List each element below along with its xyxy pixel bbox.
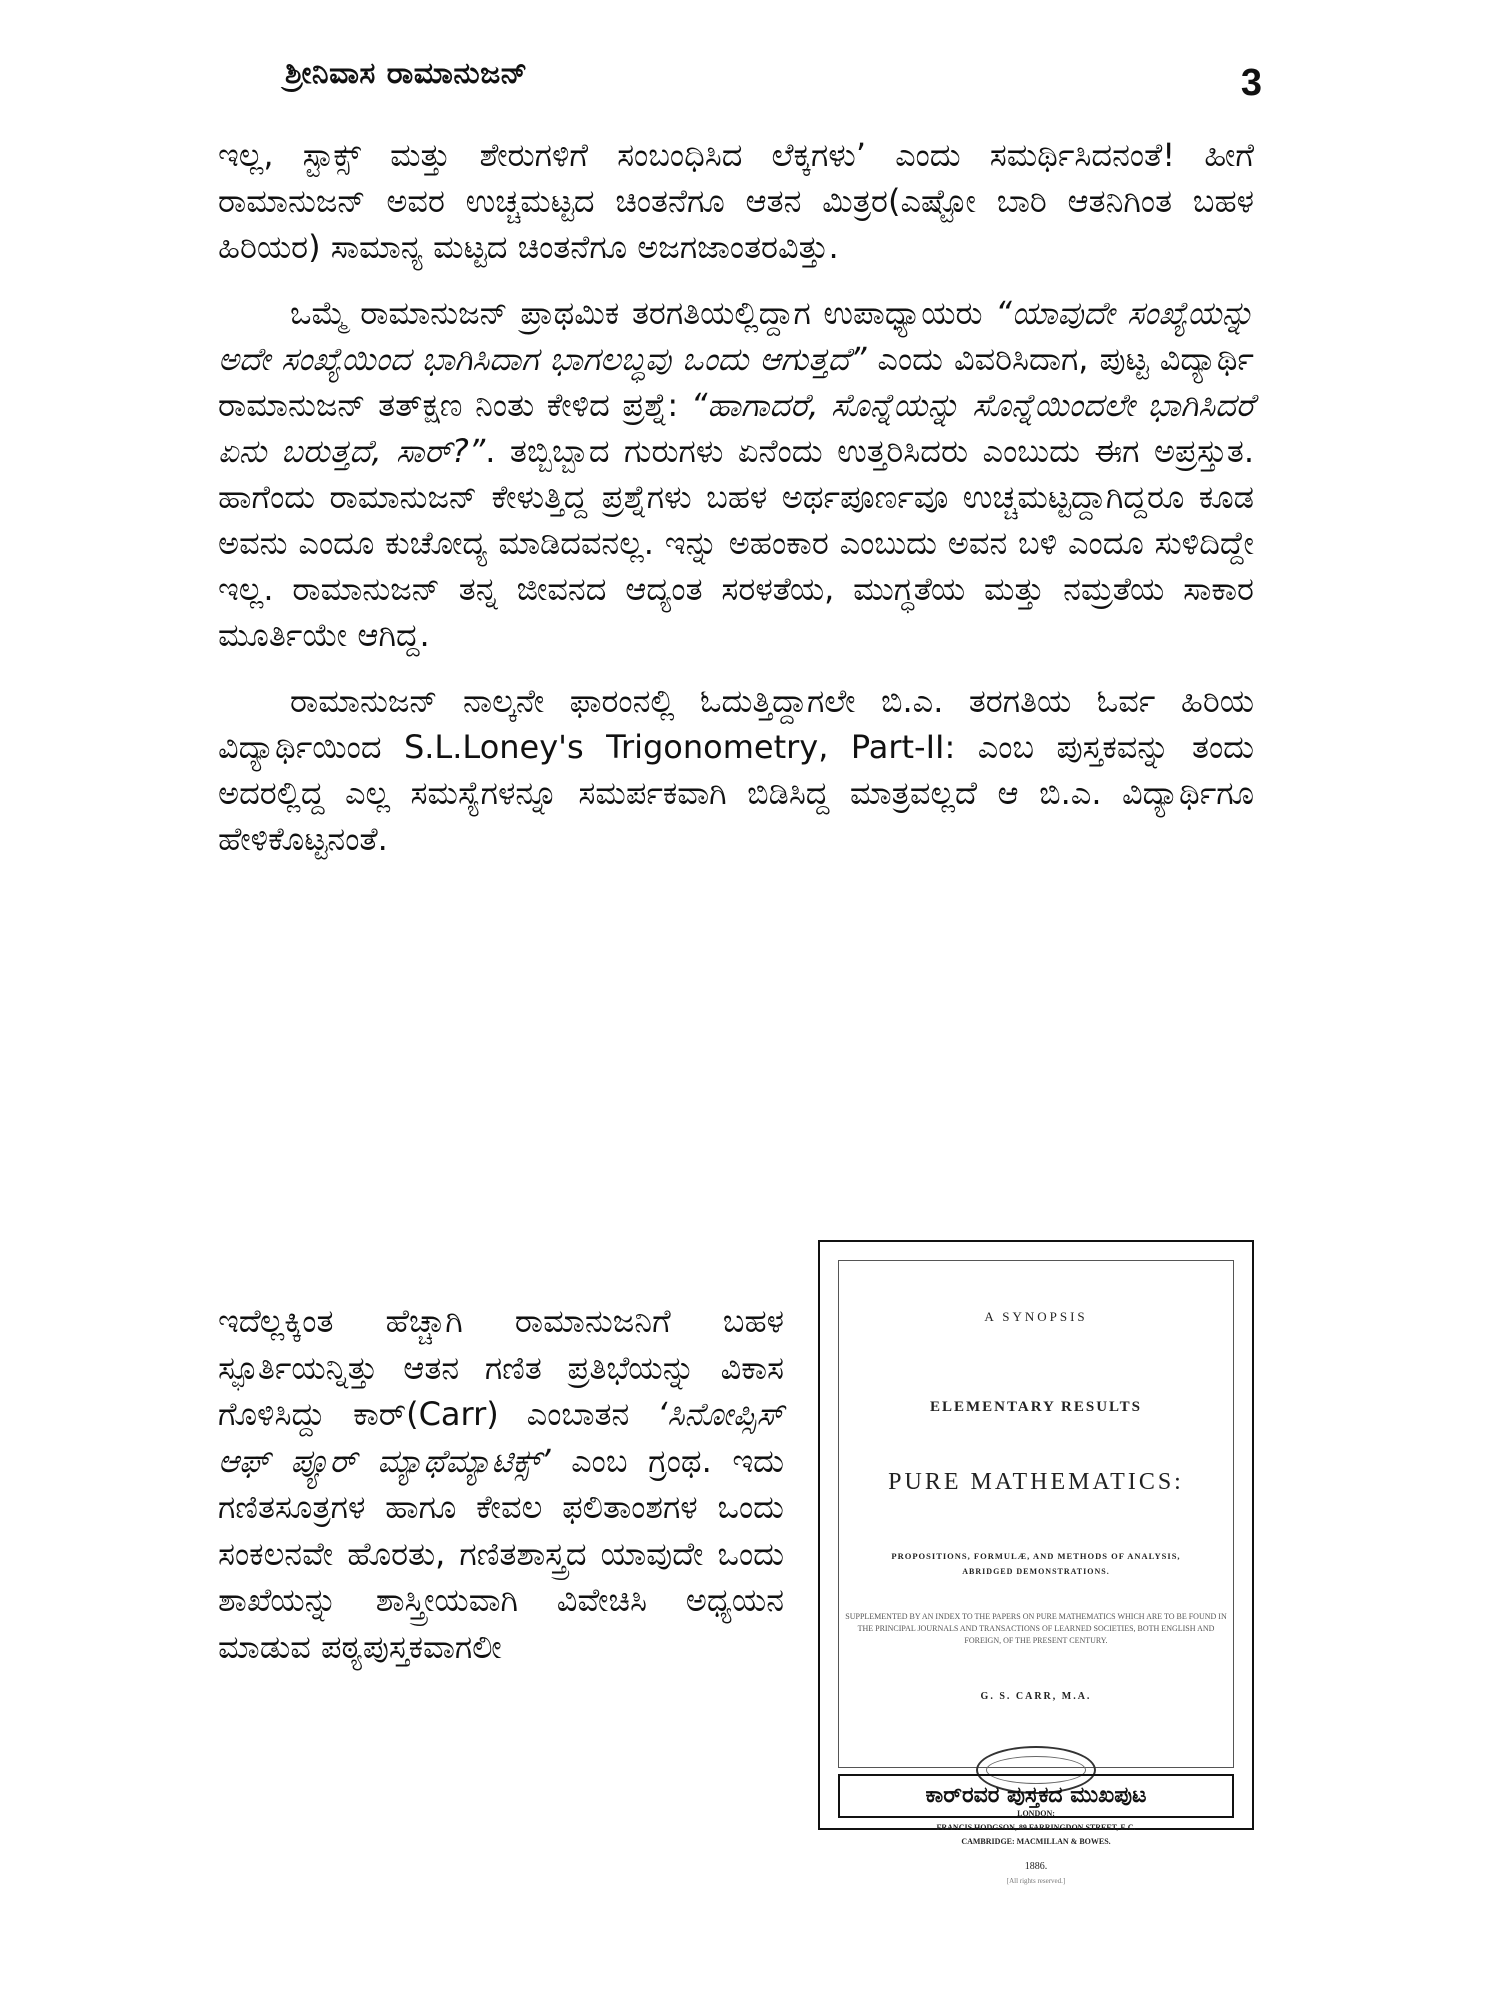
cover-line-propositions: PROPOSITIONS, FORMULÆ, AND METHODS OF ANALYSIS,: [891, 1551, 1181, 1561]
paragraph-1: ಇಲ್ಲ, ಸ್ಟಾಕ್ಸ್ ಮತ್ತು ಶೇರುಗಳಿಗೆ ಸಂಬಂಧಿಸಿದ ಲೆಕ್ಕಗಳು’ ಎಂದು ಸಮರ್ಥಿಸಿದನಂತೆ! ಹೀಗೆ ರಾಮಾನುಜನ್ ಅವರ ಉಚ್ಚಮಟ್ಟದ ಚಿಂತನೆಗೂ ಆತನ ಮಿತ್ರರ(ಎಷ್ಟೋ ಬಾರಿ ಆತನಿಗಿಂತ ಬಹಳ ಹಿರಿಯರ) ಸಾಮಾನ್ಯ ಮಟ್ಟದ ಚಿಂತನೆಗೂ ಅಜಗಜಾಂತರವಿತ್ತು.: [218, 136, 1254, 266]
book-title-kannada: ‘ಸಿನೋಪ್ಸಿಸ್ ಆಫ್ ಪ್ಯೂರ್ ಮ್ಯಾಥೆಮ್ಯಾಟಿಕ್ಸ್’: [218, 1395, 784, 1480]
paragraph-2-part-c: . ತಬ್ಬಿಬ್ಬಾದ ಗುರುಗಳು ಏನೆಂದು ಉತ್ತರಿಸಿದರು ಎಂಬುದು ಈಗ ಅಪ್ರಸ್ತುತ. ಹಾಗೆಂದು ರಾಮಾನುಜನ್ ಕೇಳುತ್ತಿದ್ದ ಪ್ರಶ್ನೆಗಳು ಬಹಳ ಅರ್ಥಪೂರ್ಣವೂ ಉಚ್ಚಮಟ್ಟದ್ದಾಗಿದ್ದರೂ ಕೂಡ ಅವನು ಎಂದೂ ಕುಚೋದ್ಯ ಮಾಡಿದವನಲ್ಲ. ಇನ್ನು ಅಹಂಕಾರ ಎಂಬುದು ಅವನ ಬಳಿ ಎಂದೂ ಸುಳಿದಿದ್ದೇ ಇಲ್ಲ. ರಾಮಾನುಜನ್ ತನ್ನ ಜೀವನದ ಆದ್ಯಂತ ಸರಳತೆಯ, ಮುಗ್ಧತೆಯ ಮತ್ತು ನಮ್ರತೆಯ ಸಾಕಾರ ಮೂರ್ತಿಯೇ ಆಗಿದ್ದ.: [218, 432, 1254, 654]
page-number: 3: [1240, 62, 1262, 104]
paragraph-4-part-a: ಇದೆಲ್ಲಕ್ಕಿಂತ ಹೆಚ್ಚಾಗಿ ರಾಮಾನುಜನಿಗೆ ಬಹಳ ಸ್ಫೂರ್ತಿಯನ್ನಿತ್ತು ಆತನ ಗಣಿತ ಪ್ರತಿಭೆಯನ್ನು ವಿಕಾಸ ಗೊಳಿಸಿದ್ದು ಕಾರ್(Carr) ಎಂಬಾತನ: [218, 1302, 784, 1433]
paragraph-2: [218, 290, 1254, 658]
cover-line-demonstrations: ABRIDGED DEMONSTRATIONS.: [962, 1567, 1110, 1576]
paragraph-4: [218, 1298, 784, 1670]
cover-line-author: G. S. CARR, M.A.: [980, 1691, 1092, 1702]
cover-line-rights: [All rights reserved.]: [1006, 1877, 1066, 1885]
figure-caption: ಕಾರ್‌ರವರ ಪುಸ್ತಕದ ಮುಖಪುಟ: [838, 1774, 1234, 1818]
cover-line-supplement: SUPPLEMENTED BY AN INDEX TO THE PAPERS ON PURE MATHEMATICS WHICH ARE TO BE FOUND IN THE PRINCIPAL JOURNALS AND TRANSACTIONS OF LEARNED SOCIETIES, BOTH ENGLISH AND FOREIGN, OF THE PRESENT CENTURY.: [845, 1612, 1227, 1645]
cover-line-pure-mathematics: PURE MATHEMATICS:: [888, 1469, 1184, 1495]
cover-line-london: LONDON:: [1017, 1809, 1055, 1818]
teacher-quote: “ಯಾವುದೇ ಸಂಖ್ಯೆಯನ್ನು ಅದೇ ಸಂಖ್ಯೆಯಿಂದ ಭಾಗಿಸಿದಾಗ ಭಾಗಲಬ್ಧವು ಒಂದು ಆಗುತ್ತದೆ”: [218, 294, 1254, 378]
cover-line-publisher: FRANCIS HODGSON, 89 FARRINGDON STREET, E.C.: [936, 1823, 1136, 1832]
cover-line-cambridge: CAMBRIDGE: MACMILLAN & BOWES.: [961, 1837, 1111, 1846]
ramanujan-question: “ಹಾಗಾದರೆ, ಸೊನ್ನೆಯನ್ನು ಸೊನ್ನೆಯಿಂದಲೇ ಭಾಗಿಸಿದರೆ ಏನು ಬರುತ್ತದೆ, ಸಾರ್?”: [218, 386, 1254, 470]
cover-line-synopsis: A SYNOPSIS: [984, 1309, 1088, 1324]
main-text: [218, 132, 1254, 882]
running-header-title: ಶ್ರೀನಿವಾಸ ರಾಮಾನುಜನ್: [285, 56, 528, 91]
paragraph-4-part-b: ಎಂಬ ಗ್ರಂಥ. ಇದು ಗಣಿತಸೂತ್ರಗಳ ಹಾಗೂ ಕೇವಲ ಫಲಿತಾಂಶಗಳ ಒಂದು ಸಂಕಲನವೇ ಹೊರತು, ಗಣಿತಶಾಸ್ತ್ರದ ಯಾವುದೇ ಒಂದು ಶಾಖೆಯನ್ನು ಶಾಸ್ತ್ರೀಯವಾಗಿ ವಿವೇಚಿಸಿ ಅಧ್ಯಯನ ಮಾಡುವ ಪಠ್ಯಪುಸ್ತಕವಾಗಲೀ: [218, 1441, 784, 1666]
paragraph-3: ರಾಮಾನುಜನ್ ನಾಲ್ಕನೇ ಫಾರಂನಲ್ಲಿ ಓದುತ್ತಿದ್ದಾಗಲೇ ಬಿ.ಎ. ತರಗತಿಯ ಓರ್ವ ಹಿರಿಯ ವಿದ್ಯಾರ್ಥಿಯಿಂದ S.L.Loney's Trigonometry, Part-II: ಎಂಬ ಪುಸ್ತಕವನ್ನು ತಂದು ಅದರಲ್ಲಿದ್ದ ಎಲ್ಲ ಸಮಸ್ಯೆಗಳನ್ನೂ ಸಮರ್ಪಕವಾಗಿ ಬಿಡಿಸಿದ್ದ ಮಾತ್ರವಲ್ಲದೆ ಆ ಬಿ.ಎ. ವಿದ್ಯಾರ್ಥಿಗೂ ಹೇಳಿಕೊಟ್ಟನಂತೆ.: [218, 682, 1254, 858]
paragraph-2-part-a: ಒಮ್ಮೆ ರಾಮಾನುಜನ್ ಪ್ರಾಥಮಿಕ ತರಗತಿಯಲ್ಲಿದ್ದಾಗ ಉಪಾಧ್ಯಾಯರು: [290, 294, 996, 332]
cover-line-elementary-results: ELEMENTARY RESULTS: [929, 1399, 1143, 1415]
book-cover-figure: [818, 1240, 1254, 1885]
paragraph-2-part-b: ಎಂದು ವಿವರಿಸಿದಾಗ, ಪುಟ್ಟ ವಿದ್ಯಾರ್ಥಿ ರಾಮಾನುಜನ್ ತತ್ಕ್ಷಣ ನಿಂತು ಕೇಳಿದ ಪ್ರಶ್ನೆ:: [218, 340, 1254, 424]
cover-line-year: 1886.: [1024, 1861, 1048, 1872]
